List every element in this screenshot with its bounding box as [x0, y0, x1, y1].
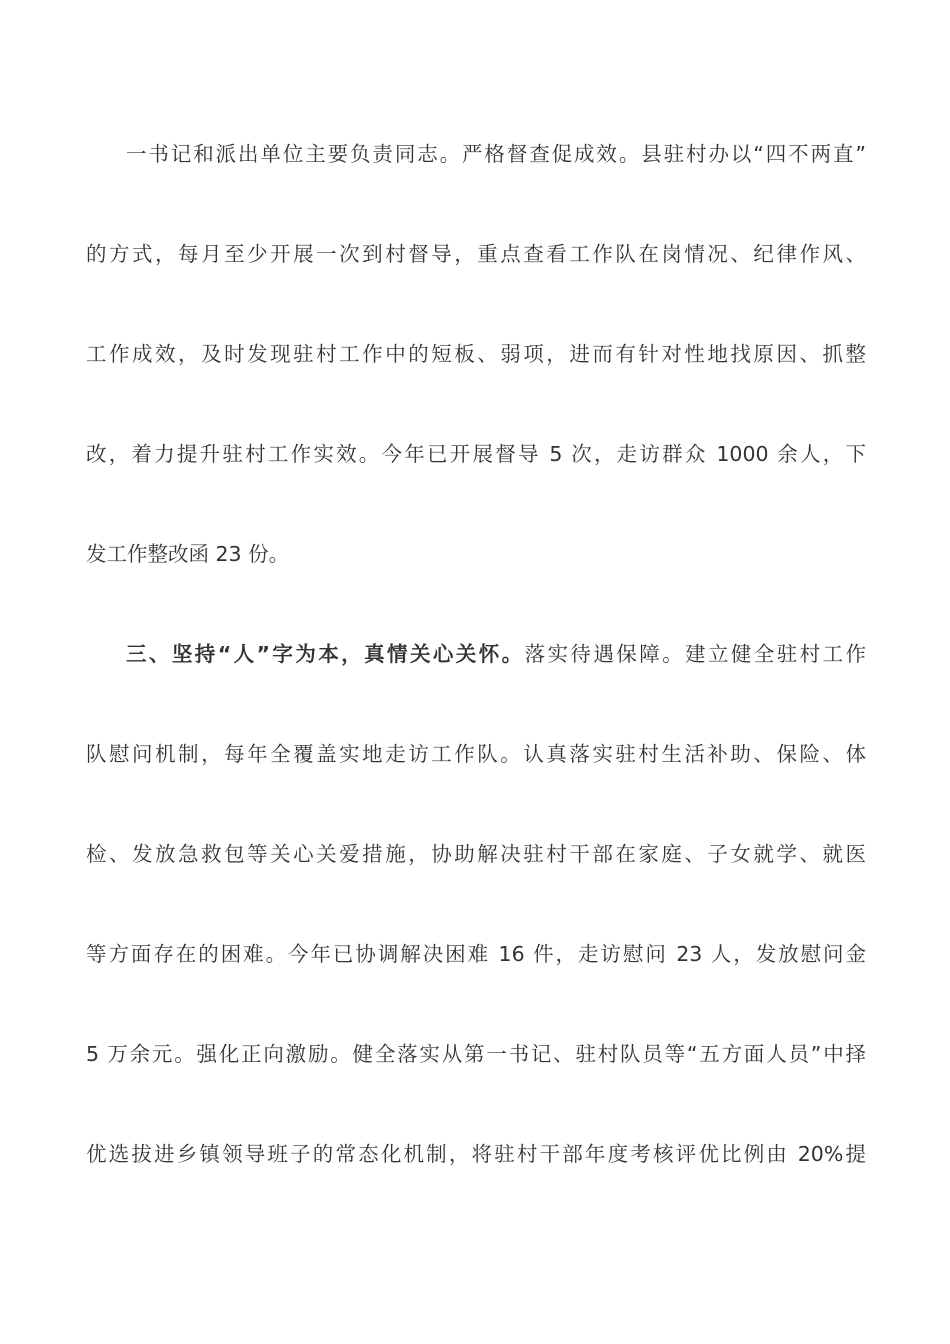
paragraph-1-line-2: 的方式，每月至少开展一次到村督导，重点查看工作队在岗情况、纪律作风、 [86, 242, 866, 266]
paragraph-1-line-5: 发工作整改函 23 份。 [86, 542, 290, 566]
document-body [86, 130, 866, 1230]
paragraph-2-line-1-text: 落实待遇保障。建立健全驻村工作 [524, 642, 867, 666]
paragraph-2-line-4: 等方面存在的困难。今年已协调解决困难 16 件，走访慰问 23 人，发放慰问金 [86, 942, 866, 966]
section-heading: 三、坚持“人”字为本，真情关心关怀。 [126, 642, 525, 666]
paragraph-2-line-6: 优选拔进乡镇领导班子的常态化机制，将驻村干部年度考核评优比例由 20%提 [86, 1142, 866, 1166]
paragraph-1-line-4: 改，着力提升驻村工作实效。今年已开展督导 5 次，走访群众 1000 余人，下 [86, 442, 866, 466]
paragraph-2-line-5: 5 万余元。强化正向激励。健全落实从第一书记、驻村队员等“五方面人员”中择 [86, 1042, 866, 1066]
paragraph-1-line-3: 工作成效，及时发现驻村工作中的短板、弱项，进而有针对性地找原因、抓整 [86, 342, 866, 366]
paragraph-2-line-1 [86, 630, 866, 730]
paragraph-1-line-1: 一书记和派出单位主要负责同志。严格督查促成效。县驻村办以“四不两直” [126, 142, 866, 166]
paragraph-2-line-3: 检、发放急救包等关心关爱措施，协助解决驻村干部在家庭、子女就学、就医 [86, 842, 866, 866]
paragraph-2-line-2: 队慰问机制，每年全覆盖实地走访工作队。认真落实驻村生活补助、保险、体 [86, 742, 866, 766]
